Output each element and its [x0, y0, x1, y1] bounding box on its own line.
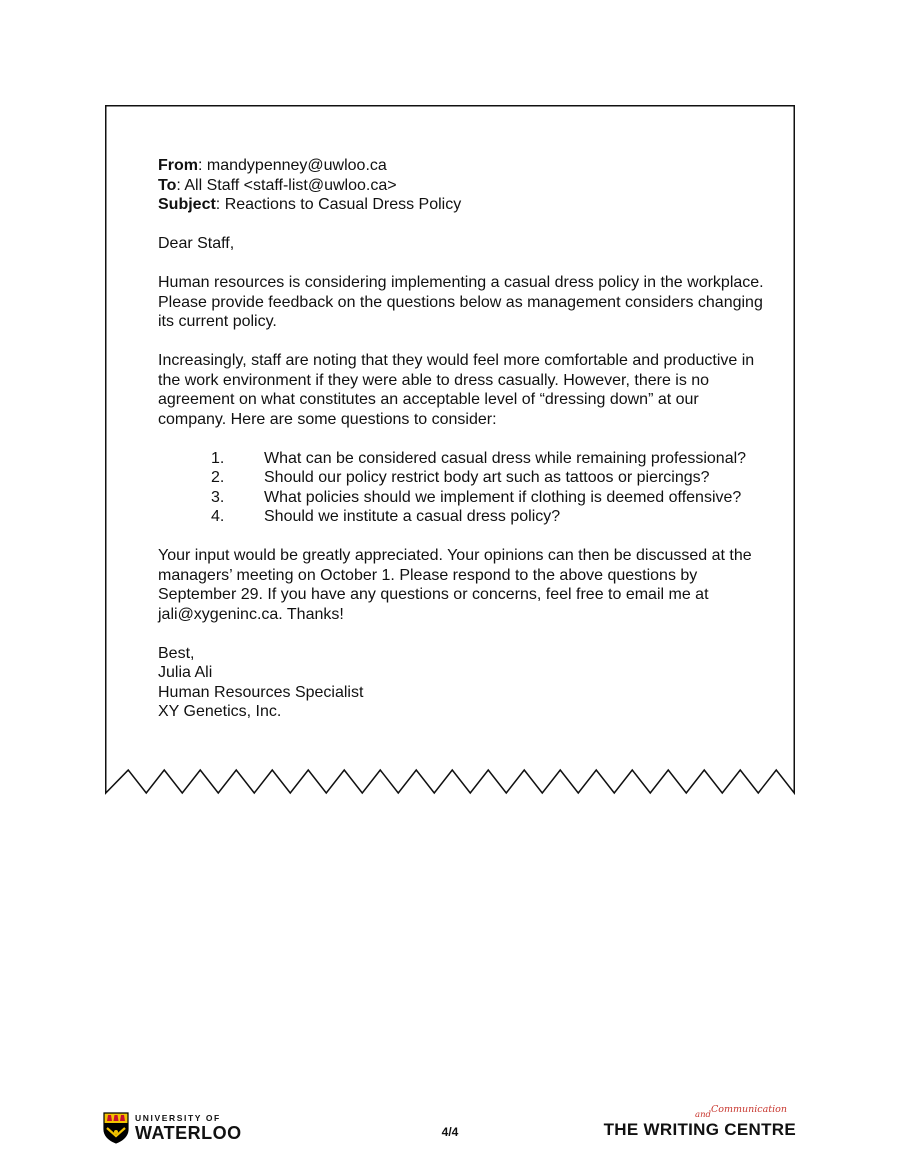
- signature-closing: Best,: [158, 644, 195, 662]
- list-item-number: 1.: [211, 449, 225, 467]
- list-item: [158, 449, 768, 469]
- subject-value: : Reactions to Casual Dress Policy: [215, 196, 462, 213]
- uw-logo-top: UNIVERSITY OF: [135, 1112, 221, 1123]
- page-footer: [0, 1100, 900, 1160]
- list-item-text: What can be considered casual dress while remaining professional?: [264, 449, 747, 467]
- page-number: 4/4: [441, 1125, 459, 1139]
- writing-centre-logo: [581, 1104, 796, 1150]
- signature-name: Julia Ali: [158, 664, 213, 681]
- signature-title: Human Resources Specialist: [158, 683, 364, 701]
- email-header: [158, 156, 768, 215]
- list-item: [158, 507, 768, 527]
- paragraph-request: Your input would be greatly appreciated. Your opinions can then be discussed at the managers’ meeting on October 1. Please respond to the above questions by September 29. If you have any questions or concerns, feel free to email me at jali@xygeninc.ca. Thanks!: [158, 547, 752, 623]
- from-value: : mandypenney@uwloo.ca: [198, 157, 387, 174]
- uw-logo-main: WATERLOO: [135, 1123, 242, 1144]
- list-item-text: What policies should we implement if clothing is deemed offensive?: [264, 488, 742, 506]
- question-list: [158, 449, 768, 527]
- wc-logo-and: and: [695, 1110, 711, 1120]
- signature-company: XY Genetics, Inc.: [158, 703, 282, 720]
- uw-crest-icon: [103, 1112, 129, 1144]
- greeting: Dear Staff,: [158, 235, 235, 252]
- list-item: [158, 488, 768, 508]
- email-content: [158, 156, 768, 722]
- to-line: [158, 176, 768, 196]
- from-line: [158, 156, 768, 176]
- wc-logo-main: THE WRITING CENTRE: [603, 1120, 796, 1139]
- signature-block: [158, 644, 768, 722]
- paragraph-context: Increasingly, staff are noting that they would feel more comfortable and productive in the work environment if they were able to dress casually. However, there is no agreement on what constitutes an acceptable level of “dressing down” at our company. Here are some questions to consider:: [158, 352, 755, 428]
- university-of-waterloo-logo: [103, 1112, 242, 1144]
- list-item-number: 4.: [211, 508, 225, 525]
- paragraph-intro: Human resources is considering implementing a casual dress policy in the workplace. Please provide feedback on the questions below as management considers changing its current policy.: [158, 274, 764, 330]
- uw-wordmark: [135, 1114, 242, 1143]
- list-item-number: 3.: [211, 488, 225, 506]
- list-item-text: Should our policy restrict body art such as tattoos or piercings?: [264, 469, 710, 486]
- wc-logo-communication: Communication: [711, 1104, 787, 1115]
- list-item-text: Should we institute a casual dress policy?: [264, 508, 561, 525]
- subject-label: Subject: [158, 196, 216, 213]
- subject-line: [158, 195, 768, 215]
- list-item-number: 2.: [211, 469, 225, 486]
- to-label: To: [158, 176, 177, 194]
- list-item: [158, 468, 768, 488]
- to-value: : All Staff <staff-list@uwloo.ca>: [176, 176, 397, 194]
- from-label: From: [158, 157, 198, 174]
